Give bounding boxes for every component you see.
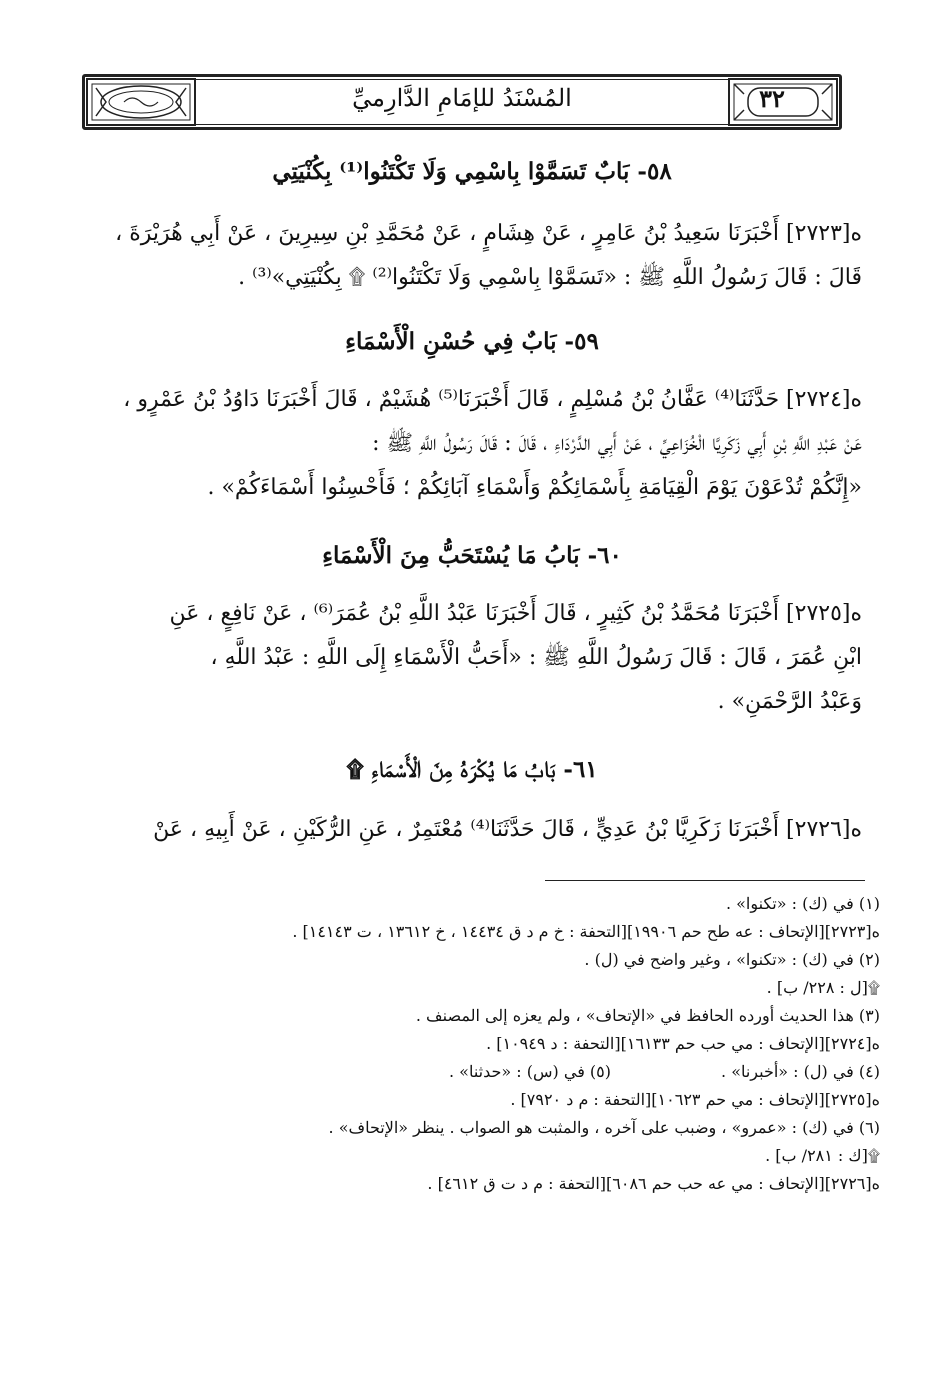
chapter-heading: ٦٠- بَابُ مَا يُسْتَحَبُّ مِنَ الْأَسْمَاءِ (322, 542, 622, 569)
footnote: ه[٢٧٢٦][الإتحاف : مي عه حب حم ٦٠٨٦][التحفة : م د ت ق ٤٦١٢] . (427, 1174, 880, 1193)
chapter-heading: ٥٨- بَابٌ تَسَمَّوْا بِاسْمِي وَلَا تَكْتَنُوا⁽¹⁾ بِكُنْيَتِي (272, 158, 672, 185)
footnote: ه[٢٧٢٥][الإتحاف : مي حم ١٠٦٢٣][التحفة : م د ٧٩٢٠] . (510, 1090, 880, 1109)
text-line: «إِنَّكُمْ تُدْعَوْنَ يَوْمَ الْقِيَامَةِ بِأَسْمَائِكُمْ وَأَسْمَاءِ آبَائِكُمْ ؛ فَأَحْسِنُوا أَسْمَاءَكُمْ» . (207, 475, 862, 500)
footnote: (٣) هذا الحديث أورده الحافظ في «الإتحاف» ، ولم يعزه إلى المصنف . (415, 1006, 880, 1025)
text-line: ه[٢٧٢٦] أَخْبَرَنَا زَكَرِيَّا بْنُ عَدِيٍّ ، قَالَ حَدَّثَنَا⁽⁴⁾ مُعْتَمِرٌ ، عَنِ الرُّكَيْنِ ، عَنْ أَبِيهِ ، عَنْ (153, 817, 862, 842)
footnote: ه[٢٧٢٣][الإتحاف : عه طح حم ١٩٩٠٦][التحفة : خ م د ق ١٤٤٣٤ ، خ ١٣٦١٢ ، ت ١٤١٤٣] . (292, 922, 880, 941)
section-61 (82, 756, 862, 783)
hadith-2723 (82, 212, 862, 300)
footnote: (٦) في (ك) : «عمرو» ، وضبب على آخره ، والمثبت هو الصواب . ينظر «الإتحاف» . (328, 1118, 880, 1137)
page-header (82, 74, 842, 130)
section-60 (82, 542, 862, 569)
page-number: ٣٢ (759, 84, 785, 113)
text-line: ه[٢٧٢٤] حَدَّثَنَا⁽⁴⁾ عَفَّانُ بْنُ مُسْلِمٍ ، قَالَ أَخْبَرَنَا⁽⁵⁾ هُشَيْمٌ ، قَالَ أَخْبَرَنَا دَاوُدُ بْنُ عَمْرٍو ، (123, 387, 862, 412)
hadith-2726 (82, 808, 862, 852)
text-line: قَالَ : قَالَ رَسُولُ اللَّهِ ﷺ : «تَسَمَّوْا بِاسْمِي وَلَا تَكْتَنُوا⁽²⁾ ۩ بِكُنْيَتِي»⁽³⁾ . (238, 265, 862, 290)
text-line: ابْنِ عُمَرَ ، قَالَ : قَالَ رَسُولُ اللَّهِ ﷺ : «أَحَبُّ الْأَسْمَاءِ إِلَى اللَّهِ : عَبْدُ اللَّهِ ، (210, 645, 862, 670)
footnote: (٥) في (س) : «حدثنا» . (449, 1062, 612, 1081)
section-59 (82, 328, 862, 355)
text-line: عَنْ عَبْدِ اللَّهِ بْنِ أَبِي زَكَرِيَّا الْخُزَاعِيِّ ، عَنْ أَبِي الدَّرْدَاءِ ، قَالَ : قَالَ رَسُولُ اللَّهِ ﷺ : (372, 431, 862, 456)
hadith-2724 (82, 378, 862, 510)
text-line: وَعَبْدُ الرَّحْمَنِ» . (717, 689, 862, 714)
footnote-pair (120, 1058, 880, 1086)
chapter-heading: ٦١- بَابُ مَا يُكْرَهُ مِنَ الْأَسْمَاءِ ۩ (346, 756, 598, 783)
footnote: ه[٢٧٢٤][الإتحاف : مي حب حم ١٦١٣٣][التحفة : د ١٠٩٤٩] . (486, 1034, 880, 1053)
footnote: (٢) في (ك) : «تكنوا» ، وغير واضح في (ل) . (584, 950, 880, 969)
running-title: المُسْنَدُ للإمَامِ الدَّارِميِّ (352, 84, 572, 112)
section-58 (82, 158, 862, 185)
footnote-separator (545, 880, 865, 881)
footnotes (120, 890, 880, 1198)
text-line: ه[٢٧٢٥] أَخْبَرَنَا مُحَمَّدُ بْنُ كَثِيرٍ ، قَالَ أَخْبَرَنَا عَبْدُ اللَّهِ بْنُ عُمَرَ⁽⁶⁾ ، عَنْ نَافِعٍ ، عَنِ (169, 601, 862, 626)
footnote: ۩[ل : ٢٢٨/ ب] . (766, 978, 880, 997)
footnote: (٤) في (ل) : «أخبرنا» . (721, 1062, 880, 1081)
footnote: (١) في (ك) : «تكنوا» . (725, 894, 880, 913)
hadith-2725 (82, 592, 862, 724)
ornament-left-icon (86, 78, 196, 126)
text-line: ه[٢٧٢٣] أَخْبَرَنَا سَعِيدُ بْنُ عَامِرٍ ، عَنْ هِشَامٍ ، عَنْ مُحَمَّدِ بْنِ سِيرِينَ ، عَنْ أَبِي هُرَيْرَةَ ، (115, 221, 862, 246)
footnote: ۩[ك : ٢٨١/ ب] . (765, 1146, 880, 1165)
chapter-heading: ٥٩- بَابٌ فِي حُسْنِ الْأَسْمَاءِ (345, 328, 599, 355)
